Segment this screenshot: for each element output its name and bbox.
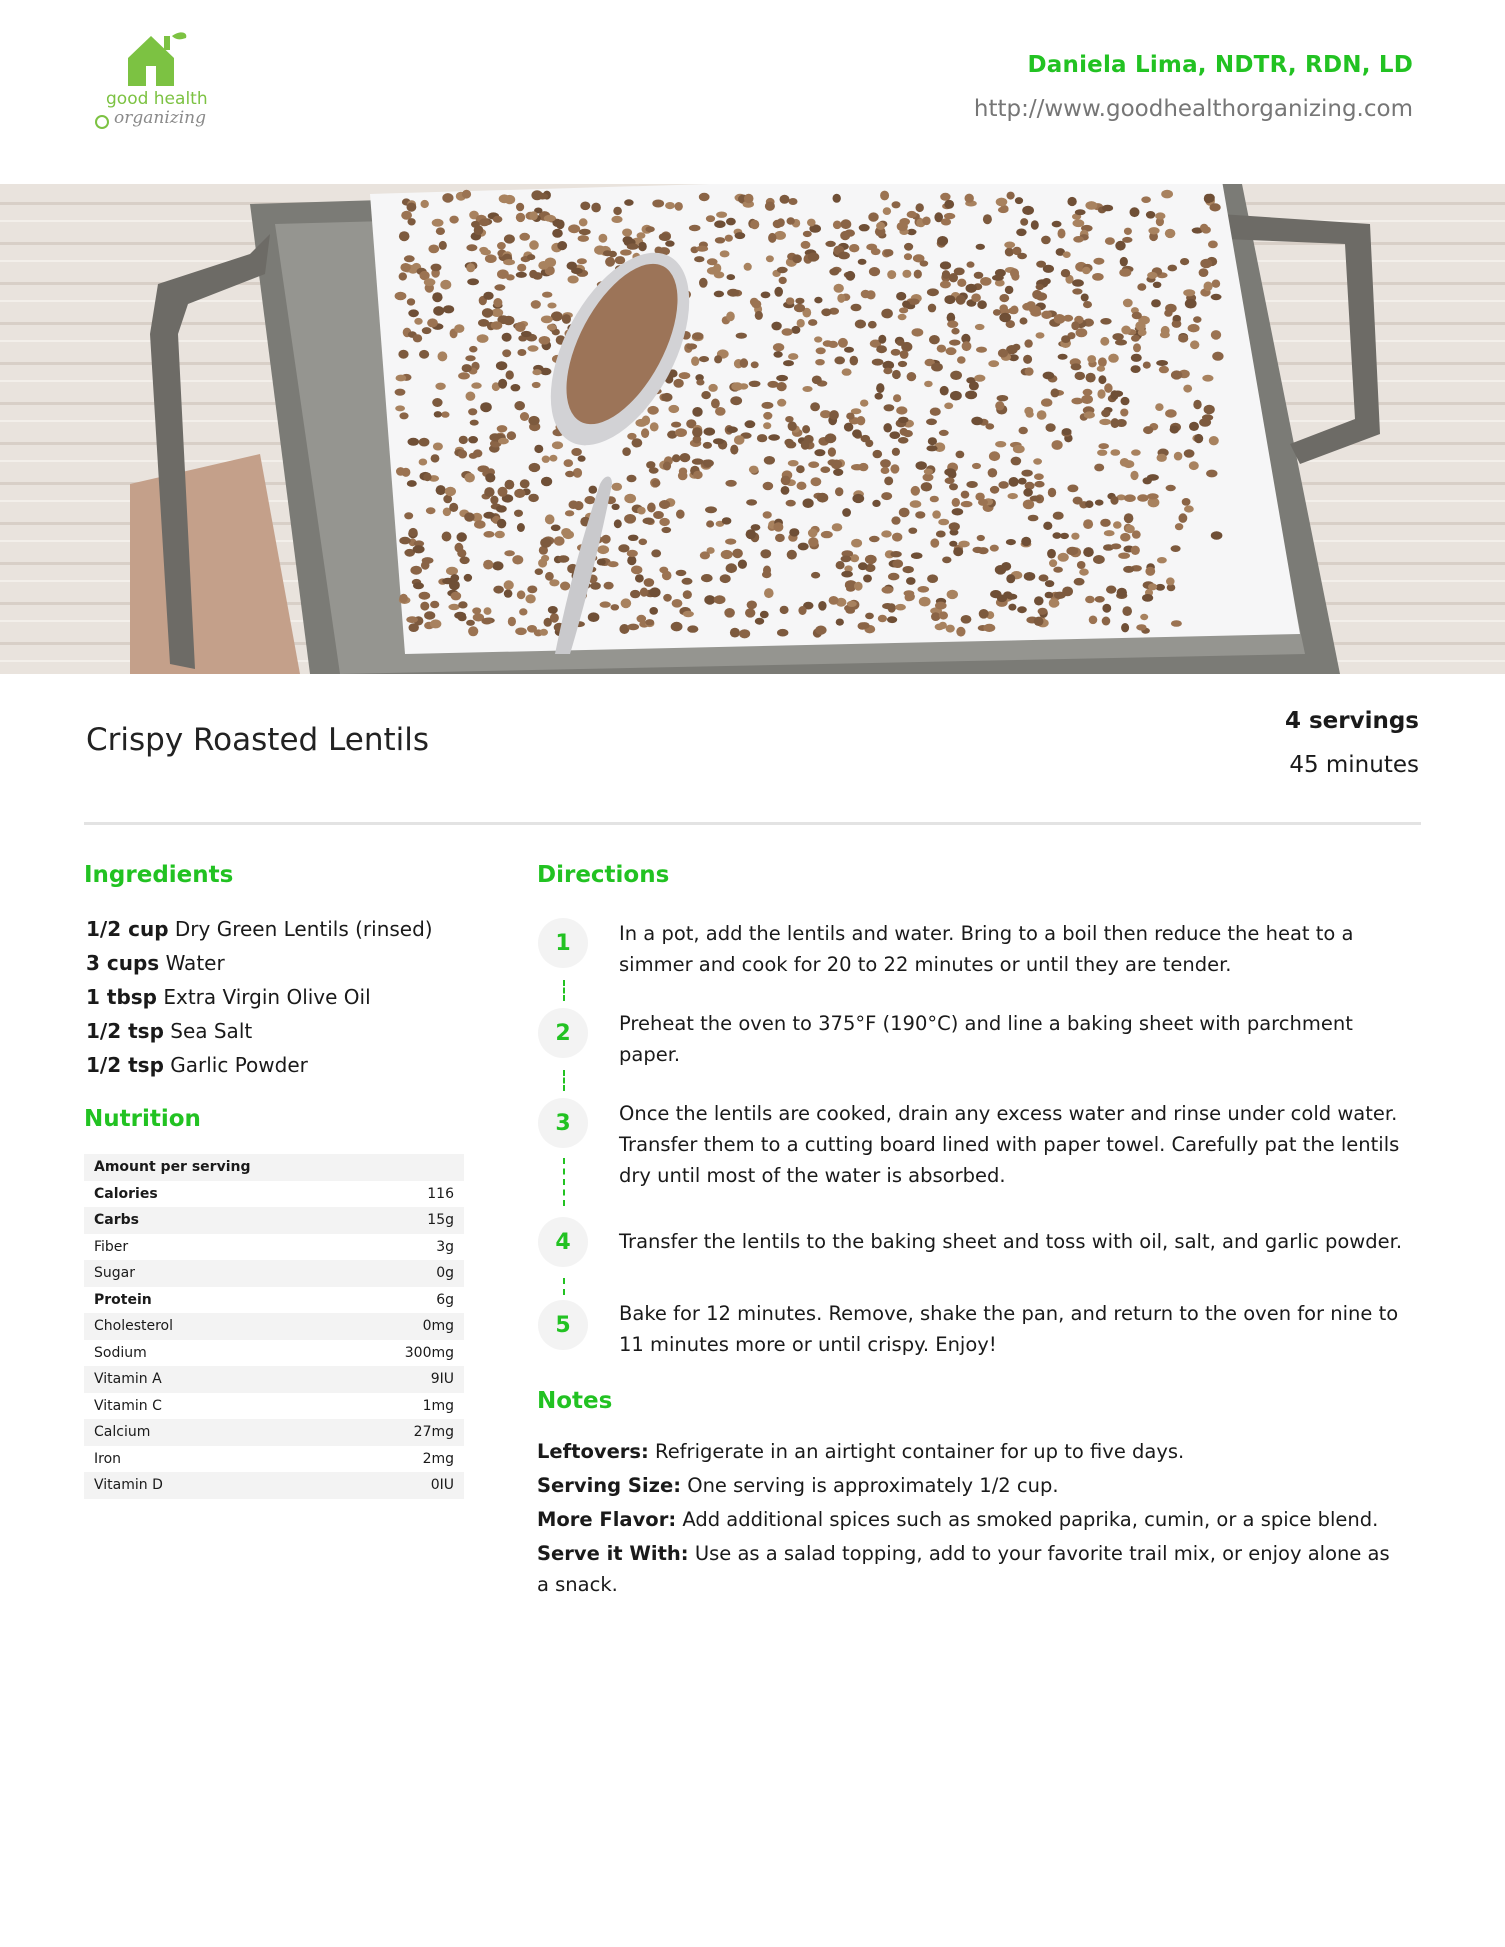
notes-list — [537, 1436, 1397, 1603]
ingredient-name: Extra Virgin Olive Oil — [163, 985, 371, 1009]
directions-heading: Directions — [537, 862, 670, 888]
nutrient-label: Sodium — [94, 1344, 147, 1361]
nutrition-row — [84, 1234, 464, 1261]
step-text: In a pot, add the lentils and water. Bring to a boil then reduce the heat to a simmer and cook for 20 to 22 minutes or until they are tender. — [619, 922, 1354, 976]
ingredients-list — [86, 912, 486, 1082]
nutrient-value: 0mg — [308, 1313, 464, 1340]
nutrient-label: Calories — [94, 1185, 158, 1202]
nutrient-label: Vitamin C — [94, 1397, 162, 1414]
nutrition-row — [84, 1207, 464, 1234]
author-url-link[interactable]: http://www.goodhealthorganizing.com — [973, 96, 1413, 122]
note-text: Refrigerate in an airtight container for up to five days. — [655, 1440, 1185, 1463]
author-block — [974, 52, 1413, 122]
nutrition-row — [84, 1260, 464, 1287]
nutrition-row — [84, 1366, 464, 1393]
nutrition-row — [84, 1313, 464, 1340]
logo-text-organizing: organizing — [114, 108, 206, 128]
nutrient-label: Calcium — [84, 1419, 308, 1446]
note-label: Serve it With: — [537, 1542, 689, 1565]
ingredient-name: Water — [165, 951, 225, 975]
note-item — [537, 1436, 1397, 1467]
step-number: 3 — [538, 1098, 588, 1148]
nutrition-heading: Nutrition — [84, 1106, 201, 1132]
ingredient-item — [86, 946, 486, 980]
step-text: Preheat the oven to 375°F (190°C) and line a baking sheet with parchment paper. — [619, 1012, 1353, 1066]
author-name: Daniela Lima, NDTR, RDN, LD — [1027, 52, 1413, 78]
nutrient-value: 15g — [308, 1207, 464, 1234]
nutrient-label: Carbs — [84, 1207, 308, 1234]
note-label: More Flavor: — [537, 1508, 677, 1531]
step-connector — [563, 1278, 565, 1295]
ingredient-item — [86, 980, 486, 1014]
ingredients-heading: Ingredients — [84, 862, 234, 888]
servings-count: 4 servings — [1284, 708, 1419, 734]
step-number: 4 — [538, 1217, 588, 1267]
note-label: Leftovers: — [537, 1440, 649, 1463]
step-text: Transfer the lentils to the baking sheet and toss with oil, salt, and garlic powder. — [619, 1230, 1403, 1253]
nutrition-row — [84, 1393, 464, 1420]
nutrition-header-row — [84, 1154, 464, 1181]
nutrition-row — [84, 1340, 464, 1367]
nutrient-value: 0g — [308, 1260, 464, 1287]
note-text: One serving is approximately 1/2 cup. — [687, 1474, 1059, 1497]
total-time: 45 minutes — [1289, 752, 1419, 778]
nutrition-row — [84, 1472, 464, 1499]
ingredient-item — [86, 1048, 486, 1082]
note-item — [537, 1470, 1397, 1501]
step-text: Bake for 12 minutes. Remove, shake the pan, and return to the oven for nine to 11 minutes more or until crispy. Enjoy! — [619, 1302, 1399, 1356]
section-divider — [84, 822, 1421, 825]
nutrient-value: 1mg — [422, 1397, 454, 1414]
step-number: 2 — [538, 1008, 588, 1058]
brand-logo — [88, 28, 228, 146]
ingredient-item — [86, 912, 486, 946]
ingredient-qty: 1/2 cup — [86, 917, 169, 941]
nutrient-value: 2mg — [422, 1450, 454, 1467]
nutrient-label: Vitamin A — [84, 1366, 308, 1393]
ingredient-qty: 1 tbsp — [86, 985, 157, 1009]
nutrient-label: Sugar — [84, 1260, 308, 1287]
note-item — [537, 1538, 1397, 1600]
nutrition-row — [84, 1181, 464, 1208]
ingredient-name: Sea Salt — [170, 1019, 253, 1043]
nutrient-value: 9IU — [308, 1366, 464, 1393]
note-text: Add additional spices such as smoked paprika, cumin, or a spice blend. — [682, 1508, 1379, 1531]
recipe-title: Crispy Roasted Lentils — [86, 722, 430, 758]
ingredient-name: Dry Green Lentils (rinsed) — [174, 917, 433, 941]
nutrient-value: 300mg — [404, 1344, 454, 1361]
nutrition-row — [84, 1446, 464, 1473]
step-text: Once the lentils are cooked, drain any excess water and rinse under cold water. Transfer them to a cutting board lined with paper towel. Carefully pat the lentils dry until most of the water is absorbed. — [619, 1102, 1400, 1187]
logo-text-good-health: good health — [106, 89, 208, 109]
notes-heading: Notes — [537, 1388, 613, 1414]
step-number: 1 — [538, 918, 588, 968]
nutrient-value: 3g — [436, 1238, 454, 1255]
nutrient-value: 0IU — [308, 1472, 464, 1499]
ingredient-name: Garlic Powder — [170, 1053, 308, 1077]
note-label: Serving Size: — [537, 1474, 682, 1497]
nutrient-value: 6g — [436, 1291, 454, 1308]
nutrient-label: Vitamin D — [84, 1472, 308, 1499]
nutrient-label: Fiber — [94, 1238, 129, 1255]
ingredient-item — [86, 1014, 486, 1048]
nutrient-label: Cholesterol — [84, 1313, 308, 1340]
nutrient-value: 116 — [427, 1185, 454, 1202]
nutrient-label: Protein — [94, 1291, 152, 1308]
step-connector — [563, 1070, 565, 1091]
recipe-hero-image — [0, 184, 1505, 674]
step-connector — [563, 980, 565, 1001]
step-number: 5 — [538, 1300, 588, 1350]
note-text: Use as a salad topping, add to your favorite trail mix, or enjoy alone as a snack. — [537, 1542, 1390, 1596]
step-connector — [563, 1158, 565, 1206]
note-item — [537, 1504, 1397, 1535]
recipe-meta — [1285, 708, 1419, 778]
nutrient-value: 27mg — [308, 1419, 464, 1446]
nutrient-label: Iron — [94, 1450, 122, 1467]
nutrition-row — [84, 1287, 464, 1314]
house-leaf-logo-icon — [88, 28, 228, 146]
ingredient-qty: 1/2 tsp — [86, 1053, 164, 1077]
ingredient-qty: 1/2 tsp — [86, 1019, 164, 1043]
nutrition-row — [84, 1419, 464, 1446]
nutrition-table — [84, 1154, 464, 1499]
amount-per-serving-label: Amount per serving — [84, 1154, 464, 1181]
ingredient-qty: 3 cups — [86, 951, 160, 975]
roasted-lentils-photo — [0, 184, 1505, 674]
